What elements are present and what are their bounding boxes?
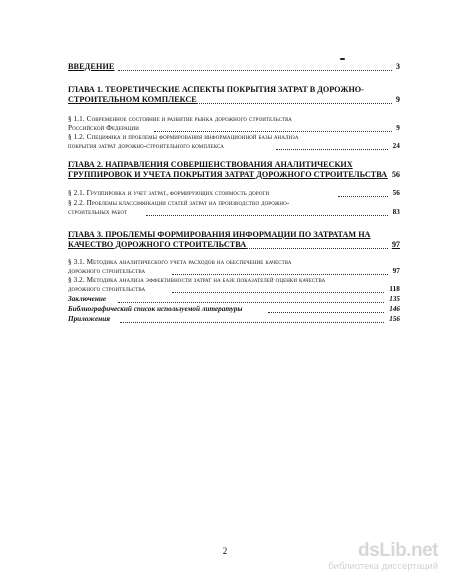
toc-s2-1[interactable]: § 2.1. Группировка и учет затрат, формирующих стоимость дороги 56 <box>68 189 400 197</box>
toc-ch1-title-line1[interactable]: ГЛАВА 1. ТЕОРЕТИЧЕСКИЕ АСПЕКТЫ ПОКРЫТИЯ ЗАТРАТ В ДОРОЖНО- <box>68 85 364 94</box>
dot-leader <box>338 196 388 197</box>
toc-intro-label: ВВЕДЕНИЕ <box>68 62 115 71</box>
toc-intro-page: 3 <box>395 62 400 71</box>
toc-ch3-page: 97 <box>391 240 400 249</box>
toc-ch2-page: 56 <box>391 170 400 179</box>
toc-s1-2-page: 24 <box>392 142 400 150</box>
toc-s3-2-page: 118 <box>389 285 400 293</box>
toc-conclusion-label: Заключение <box>68 295 107 303</box>
toc-ch2-title-line2[interactable]: ГРУППИРОВОК И УЧЕТА ПОКРЫТИЯ ЗАТРАТ ДОРОЖНОГО СТРОИТЕЛЬСТВА 56 <box>68 170 400 179</box>
toc-ch3-title-line1[interactable]: ГЛАВА 3. ПРОБЛЕМЫ ФОРМИРОВАНИЯ ИНФОРМАЦИИ ПО ЗАТРАТАМ НА <box>68 230 371 239</box>
dot-leader <box>172 292 384 293</box>
dot-leader <box>172 274 388 275</box>
toc-conclusion-page: 135 <box>389 295 400 303</box>
toc-s1-1-line1[interactable]: § 1.1. Современное состояние и развитие рынка дорожного строительства <box>68 115 292 123</box>
toc-s2-1-page: 56 <box>392 189 400 197</box>
dot-leader <box>146 215 388 216</box>
dot-leader <box>154 131 392 132</box>
dot-leader <box>276 149 388 150</box>
toc-s3-1-line2[interactable]: дорожного строительства 97 <box>68 267 400 275</box>
dot-leader <box>268 312 384 313</box>
toc-s3-1-line1[interactable]: § 3.1. Методика аналитического учета расходов на обеспечение качества <box>68 258 292 266</box>
toc-s2-2-page: 83 <box>392 208 400 216</box>
ink-mark <box>340 58 345 60</box>
dot-leader <box>246 248 388 249</box>
toc-s3-2-line1[interactable]: § 3.2. Методика анализа эффективности затрат на базе показателей оценки качества <box>68 276 326 284</box>
toc-bibliography-page: 146 <box>389 305 400 313</box>
toc-ch1-page: 9 <box>395 95 400 104</box>
toc-s1-1-line2[interactable]: Российской Федерации 9 <box>68 124 400 132</box>
toc-appendices-label: Приложения <box>68 315 110 323</box>
toc-bibliography[interactable] <box>68 305 400 314</box>
toc-intro[interactable] <box>68 62 400 72</box>
dslib-logo: dsLib.net <box>358 540 438 561</box>
dot-leader <box>196 103 392 104</box>
toc-ch2-title-line1[interactable]: ГЛАВА 2. НАПРАВЛЕНИЯ СОВЕРШЕНСТВОВАНИЯ АНАЛИТИЧЕСКИХ <box>68 160 353 169</box>
toc-s2-2-line2[interactable]: строительных работ 83 <box>68 208 400 216</box>
dot-leader <box>376 178 388 179</box>
toc-s1-2-line2[interactable]: покрытия затрат дорожно-строительного комплекса 24 <box>68 142 400 150</box>
toc-s3-2-line2[interactable]: дорожного строительства 118 <box>68 285 400 293</box>
toc-s1-1-page: 9 <box>396 124 400 132</box>
toc-s2-2-line1[interactable]: § 2.2. Проблемы классификации статей затрат на производство дорожно- <box>68 199 290 207</box>
watermark <box>330 540 438 574</box>
toc-appendices-page: 156 <box>389 315 400 323</box>
toc-s3-1-page: 97 <box>392 267 400 275</box>
watermark-subtitle: библиотека диссертаций <box>328 561 438 572</box>
toc-ch3-title-line2[interactable]: КАЧЕСТВО ДОРОЖНОГО СТРОИТЕЛЬСТВА 97 <box>68 240 400 249</box>
dot-leader <box>118 70 392 71</box>
toc-bibliography-label: Библиографический список используемой литературы <box>68 305 243 313</box>
toc-s1-2-line1[interactable]: § 1.2. Специфика и проблемы формирования информационной базы анализа <box>68 133 299 141</box>
dot-leader <box>118 302 384 303</box>
toc-ch1-title-line2[interactable]: СТРОИТЕЛЬНОМ КОМПЛЕКСЕ 9 <box>68 95 400 104</box>
toc-conclusion[interactable] <box>68 295 400 304</box>
toc-appendices[interactable] <box>68 315 400 324</box>
page-number: 2 <box>222 546 228 556</box>
dot-leader <box>120 322 384 323</box>
